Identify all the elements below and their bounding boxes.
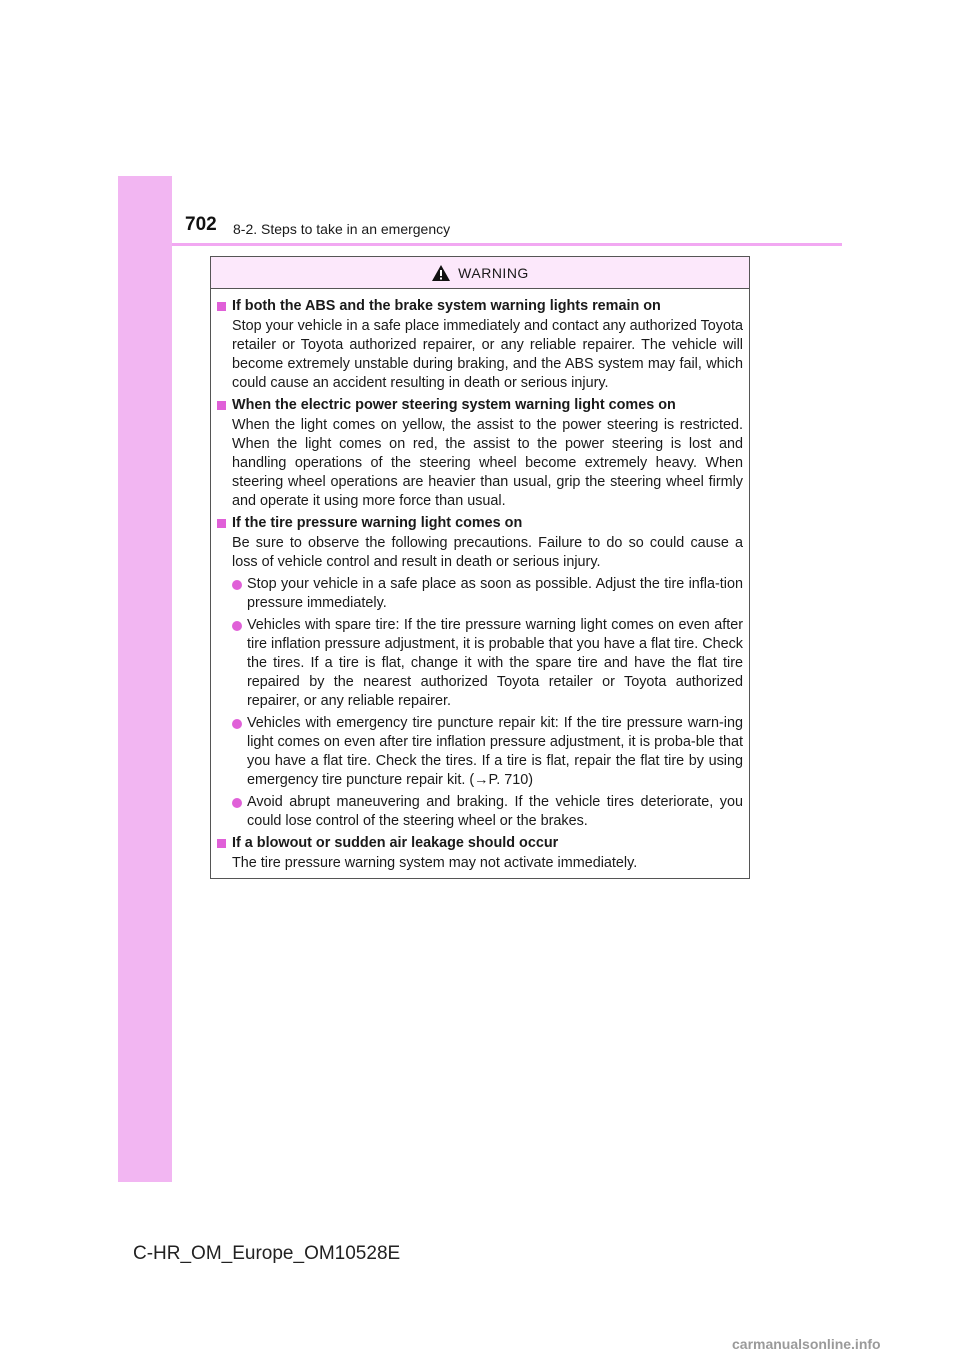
section-heading: When the electric power steering system warning light comes on [232,397,676,413]
document-code: C-HR_OM_Europe_OM10528E [133,1243,401,1264]
watermark: carmanualsonline.info [732,1336,881,1352]
warning-label: WARNING [458,264,529,281]
list-item [232,793,743,831]
list-item [232,616,743,711]
list-item-text: Avoid abrupt maneuvering and braking. If the vehicle tires deteriorate, you could lose control of the steering wheel or the brakes. [247,794,743,829]
warning-body [211,289,749,873]
section-paragraph: When the light comes on yellow, the assist to the power steering is restricted. When the light comes on red, the assist to the power steering is lost and handling operations of the steering wheel become extremely heavy. When steering wheel operations are heavier than usual, grip the steering wheel firmly and operate it using more force than usual. [232,417,743,509]
list-item-text: Vehicles with emergency tire puncture repair kit: If the tire pressure warn-ing light comes on even after tire inflation pressure adjustment, it is proba-ble that you have a flat tire. Check the tires. If a tire is flat, repair the flat tire by using emergency tire puncture repair kit. (→P. 710) [247,715,743,788]
warning-header [211,257,749,289]
square-bullet-icon [217,839,226,848]
warning-section-power-steering [217,396,743,511]
warning-box [210,256,750,879]
warning-section-blowout [217,834,743,873]
list-item-text: Stop your vehicle in a safe place as soon as possible. Adjust the tire infla-tion pressure immediately. [247,576,743,611]
round-bullet-icon [232,798,242,808]
section-title: 8-2. Steps to take in an emergency [233,221,451,237]
section-tab-band [118,176,172,1182]
section-heading: If the tire pressure warning light comes on [232,515,523,531]
square-bullet-icon [217,302,226,311]
warning-triangle-icon [431,264,451,282]
square-bullet-icon [217,401,226,410]
list-item [232,714,743,790]
warning-section-tire-pressure [217,514,743,831]
square-bullet-icon [217,519,226,528]
round-bullet-icon [232,719,242,729]
page-number: 702 [185,214,217,235]
round-bullet-icon [232,580,242,590]
section-heading: If a blowout or sudden air leakage should occur [232,835,559,851]
header-rule [172,243,842,246]
list-item [232,575,743,613]
section-heading: If both the ABS and the brake system warning lights remain on [232,298,661,314]
section-paragraph: Stop your vehicle in a safe place immediately and contact any authorized Toyota retailer or Toyota authorized repairer, or any reliable repairer. The vehicle will become extremely unstable during braking, and the ABS system may fail, which could cause an accident resulting in death or serious injury. [232,318,743,391]
list-item-text: Vehicles with spare tire: If the tire pressure warning light comes on even after tire inflation pressure adjustment, it is probable that you have a flat tire. Check the tires. If a tire is flat, change it with the spare tire and have the flat tire repaired by the nearest authorized Toyota retailer or Toyota authorized repairer, or any reliable repairer. [247,617,743,709]
section-paragraph: Be sure to observe the following precautions. Failure to do so could cause a loss of vehicle control and result in death or serious injury. [232,535,743,570]
warning-section-abs-brake [217,297,743,393]
section-paragraph: The tire pressure warning system may not activate immediately. [232,855,638,871]
round-bullet-icon [232,621,242,631]
